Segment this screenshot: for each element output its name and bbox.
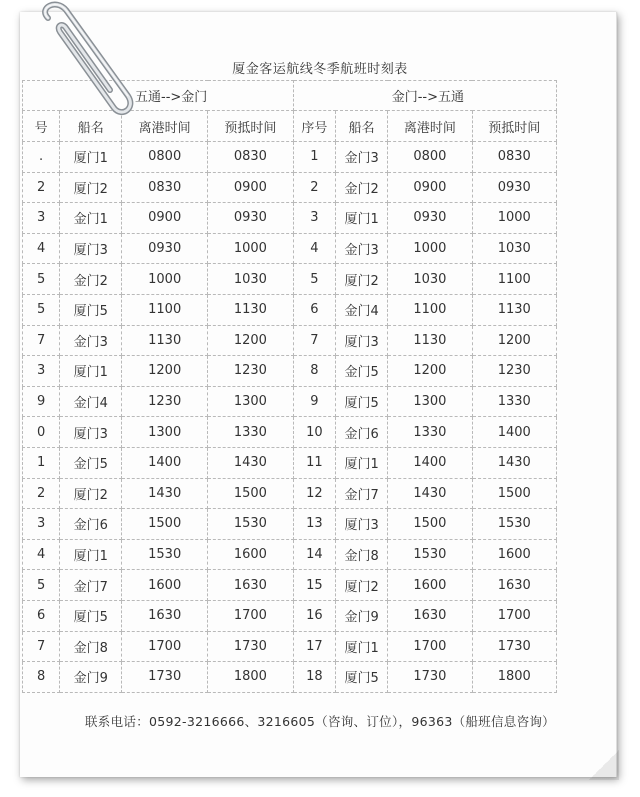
left-col-dep-header: 离港时间 <box>122 111 208 142</box>
left-arrival-cell: 1430 <box>208 447 294 478</box>
left-arrival-cell: 1600 <box>208 539 294 570</box>
right-col-arr-header: 预抵时间 <box>472 111 556 142</box>
left-ship-cell: 金门2 <box>60 264 122 295</box>
left-no-cell: 4 <box>23 539 60 570</box>
left-no-cell: 2 <box>23 172 60 203</box>
right-arrival-cell: 1130 <box>472 294 556 325</box>
left-arrival-cell: 1300 <box>208 386 294 417</box>
left-ship-cell: 厦门5 <box>60 294 122 325</box>
right-arrival-cell: 0830 <box>472 142 556 173</box>
table-row <box>23 325 557 356</box>
left-departure-cell: 1730 <box>122 662 208 693</box>
right-no-cell: 6 <box>293 294 335 325</box>
left-col-arr-header: 预抵时间 <box>208 111 294 142</box>
table-row <box>23 386 557 417</box>
right-arrival-cell: 1700 <box>472 600 556 631</box>
table-row <box>23 631 557 662</box>
left-departure-cell: 0930 <box>122 233 208 264</box>
right-arrival-cell: 1000 <box>472 203 556 234</box>
right-no-cell: 14 <box>293 539 335 570</box>
page-title: 厦金客运航线冬季航班时刻表 <box>232 62 408 77</box>
right-no-cell: 3 <box>293 203 335 234</box>
right-arrival-cell: 1330 <box>472 386 556 417</box>
table-row <box>23 294 557 325</box>
left-no-cell: 3 <box>23 356 60 387</box>
right-arrival-cell: 1800 <box>472 662 556 693</box>
left-ship-cell: 金门8 <box>60 631 122 662</box>
left-ship-cell: 金门1 <box>60 203 122 234</box>
right-direction-header: 金门-->五通 <box>293 81 556 111</box>
right-ship-cell: 金门8 <box>336 539 388 570</box>
right-ship-cell: 金门7 <box>336 478 388 509</box>
left-no-cell: 7 <box>23 631 60 662</box>
table-row <box>23 172 557 203</box>
table-row <box>23 539 557 570</box>
left-ship-cell: 金门5 <box>60 447 122 478</box>
contact-footer: 联系电话：0592-3216666、3216605（咨询、订位），96363（船班信息咨询） <box>85 714 555 729</box>
right-arrival-cell: 1200 <box>472 325 556 356</box>
left-no-cell: 8 <box>23 662 60 693</box>
left-no-cell: 0 <box>23 417 60 448</box>
table-row <box>23 142 557 173</box>
table-row <box>23 447 557 478</box>
left-ship-cell: 金门7 <box>60 570 122 601</box>
left-no-cell: 5 <box>23 570 60 601</box>
right-no-cell: 5 <box>293 264 335 295</box>
left-no-cell: 3 <box>23 509 60 540</box>
left-ship-cell: 金门6 <box>60 509 122 540</box>
right-departure-cell: 1330 <box>388 417 472 448</box>
left-no-cell: . <box>23 142 60 173</box>
left-direction-header: 五通-->金门 <box>23 81 294 111</box>
left-arrival-cell: 1330 <box>208 417 294 448</box>
right-col-dep-header: 离港时间 <box>388 111 472 142</box>
right-no-cell: 17 <box>293 631 335 662</box>
paper-clip-icon <box>30 0 140 125</box>
left-departure-cell: 1600 <box>122 570 208 601</box>
right-arrival-cell: 1630 <box>472 570 556 601</box>
left-departure-cell: 1200 <box>122 356 208 387</box>
left-no-cell: 3 <box>23 203 60 234</box>
right-no-cell: 8 <box>293 356 335 387</box>
left-arrival-cell: 1730 <box>208 631 294 662</box>
left-departure-cell: 1300 <box>122 417 208 448</box>
left-ship-cell: 金门3 <box>60 325 122 356</box>
left-departure-cell: 0800 <box>122 142 208 173</box>
right-departure-cell: 0900 <box>388 172 472 203</box>
right-arrival-cell: 0930 <box>472 172 556 203</box>
left-arrival-cell: 1630 <box>208 570 294 601</box>
left-no-cell: 1 <box>23 447 60 478</box>
left-arrival-cell: 1000 <box>208 233 294 264</box>
left-no-cell: 4 <box>23 233 60 264</box>
left-arrival-cell: 1200 <box>208 325 294 356</box>
right-ship-cell: 厦门1 <box>336 631 388 662</box>
right-departure-cell: 1100 <box>388 294 472 325</box>
left-arrival-cell: 1700 <box>208 600 294 631</box>
right-ship-cell: 厦门1 <box>336 447 388 478</box>
right-no-cell: 2 <box>293 172 335 203</box>
timetable-container <box>34 80 587 692</box>
left-no-cell: 2 <box>23 478 60 509</box>
right-departure-cell: 1630 <box>388 600 472 631</box>
left-no-cell: 7 <box>23 325 60 356</box>
right-ship-cell: 厦门5 <box>336 662 388 693</box>
right-ship-cell: 金门6 <box>336 417 388 448</box>
left-col-no-header: 号 <box>23 111 60 142</box>
left-arrival-cell: 1530 <box>208 509 294 540</box>
right-departure-cell: 1200 <box>388 356 472 387</box>
left-no-cell: 6 <box>23 600 60 631</box>
left-ship-cell: 厦门1 <box>60 142 122 173</box>
left-departure-cell: 1130 <box>122 325 208 356</box>
right-departure-cell: 1300 <box>388 386 472 417</box>
table-row <box>23 600 557 631</box>
right-no-cell: 16 <box>293 600 335 631</box>
right-no-cell: 11 <box>293 447 335 478</box>
right-ship-cell: 厦门3 <box>336 509 388 540</box>
table-row <box>23 662 557 693</box>
left-ship-cell: 厦门2 <box>60 478 122 509</box>
left-departure-cell: 1430 <box>122 478 208 509</box>
right-departure-cell: 1600 <box>388 570 472 601</box>
right-arrival-cell: 1600 <box>472 539 556 570</box>
left-departure-cell: 1400 <box>122 447 208 478</box>
right-departure-cell: 1130 <box>388 325 472 356</box>
right-ship-cell: 厦门2 <box>336 264 388 295</box>
right-no-cell: 1 <box>293 142 335 173</box>
timetable <box>22 80 557 693</box>
left-ship-cell: 厦门1 <box>60 539 122 570</box>
left-no-cell: 9 <box>23 386 60 417</box>
right-departure-cell: 1700 <box>388 631 472 662</box>
right-no-cell: 9 <box>293 386 335 417</box>
left-no-cell: 5 <box>23 294 60 325</box>
left-arrival-cell: 1030 <box>208 264 294 295</box>
left-departure-cell: 0900 <box>122 203 208 234</box>
left-departure-cell: 1100 <box>122 294 208 325</box>
right-departure-cell: 1530 <box>388 539 472 570</box>
table-row <box>23 264 557 295</box>
right-arrival-cell: 1530 <box>472 509 556 540</box>
left-arrival-cell: 0900 <box>208 172 294 203</box>
left-ship-cell: 厦门5 <box>60 600 122 631</box>
table-row <box>23 203 557 234</box>
right-col-ship-header: 船名 <box>336 111 388 142</box>
left-ship-cell: 金门9 <box>60 662 122 693</box>
right-col-no-header: 序号 <box>293 111 335 142</box>
right-arrival-cell: 1400 <box>472 417 556 448</box>
right-ship-cell: 金门3 <box>336 142 388 173</box>
right-ship-cell: 厦门5 <box>336 386 388 417</box>
right-departure-cell: 1430 <box>388 478 472 509</box>
left-arrival-cell: 0930 <box>208 203 294 234</box>
right-arrival-cell: 1230 <box>472 356 556 387</box>
left-arrival-cell: 1500 <box>208 478 294 509</box>
table-row <box>23 570 557 601</box>
table-row <box>23 233 557 264</box>
left-departure-cell: 1500 <box>122 509 208 540</box>
right-ship-cell: 金门5 <box>336 356 388 387</box>
left-arrival-cell: 0830 <box>208 142 294 173</box>
right-no-cell: 7 <box>293 325 335 356</box>
right-no-cell: 13 <box>293 509 335 540</box>
left-ship-cell: 金门4 <box>60 386 122 417</box>
right-ship-cell: 厦门3 <box>336 325 388 356</box>
right-ship-cell: 厦门2 <box>336 570 388 601</box>
left-departure-cell: 0830 <box>122 172 208 203</box>
left-departure-cell: 1530 <box>122 539 208 570</box>
left-departure-cell: 1630 <box>122 600 208 631</box>
right-no-cell: 18 <box>293 662 335 693</box>
left-ship-cell: 厦门2 <box>60 172 122 203</box>
right-departure-cell: 1500 <box>388 509 472 540</box>
left-ship-cell: 厦门3 <box>60 233 122 264</box>
left-ship-cell: 厦门1 <box>60 356 122 387</box>
right-departure-cell: 1030 <box>388 264 472 295</box>
left-ship-cell: 厦门3 <box>60 417 122 448</box>
right-arrival-cell: 1730 <box>472 631 556 662</box>
right-ship-cell: 厦门1 <box>336 203 388 234</box>
right-no-cell: 10 <box>293 417 335 448</box>
right-arrival-cell: 1500 <box>472 478 556 509</box>
left-col-ship-header: 船名 <box>60 111 122 142</box>
right-arrival-cell: 1030 <box>472 233 556 264</box>
left-departure-cell: 1000 <box>122 264 208 295</box>
table-row <box>23 478 557 509</box>
table-row <box>23 509 557 540</box>
right-ship-cell: 金门9 <box>336 600 388 631</box>
left-departure-cell: 1230 <box>122 386 208 417</box>
right-arrival-cell: 1430 <box>472 447 556 478</box>
table-row <box>23 417 557 448</box>
table-row <box>23 356 557 387</box>
right-departure-cell: 1000 <box>388 233 472 264</box>
right-arrival-cell: 1100 <box>472 264 556 295</box>
right-no-cell: 4 <box>293 233 335 264</box>
right-departure-cell: 1400 <box>388 447 472 478</box>
right-departure-cell: 1730 <box>388 662 472 693</box>
right-ship-cell: 金门2 <box>336 172 388 203</box>
right-ship-cell: 金门3 <box>336 233 388 264</box>
right-departure-cell: 0930 <box>388 203 472 234</box>
right-no-cell: 12 <box>293 478 335 509</box>
right-no-cell: 15 <box>293 570 335 601</box>
left-arrival-cell: 1800 <box>208 662 294 693</box>
right-ship-cell: 金门4 <box>336 294 388 325</box>
right-departure-cell: 0800 <box>388 142 472 173</box>
left-arrival-cell: 1230 <box>208 356 294 387</box>
left-arrival-cell: 1130 <box>208 294 294 325</box>
left-no-cell: 5 <box>23 264 60 295</box>
left-departure-cell: 1700 <box>122 631 208 662</box>
